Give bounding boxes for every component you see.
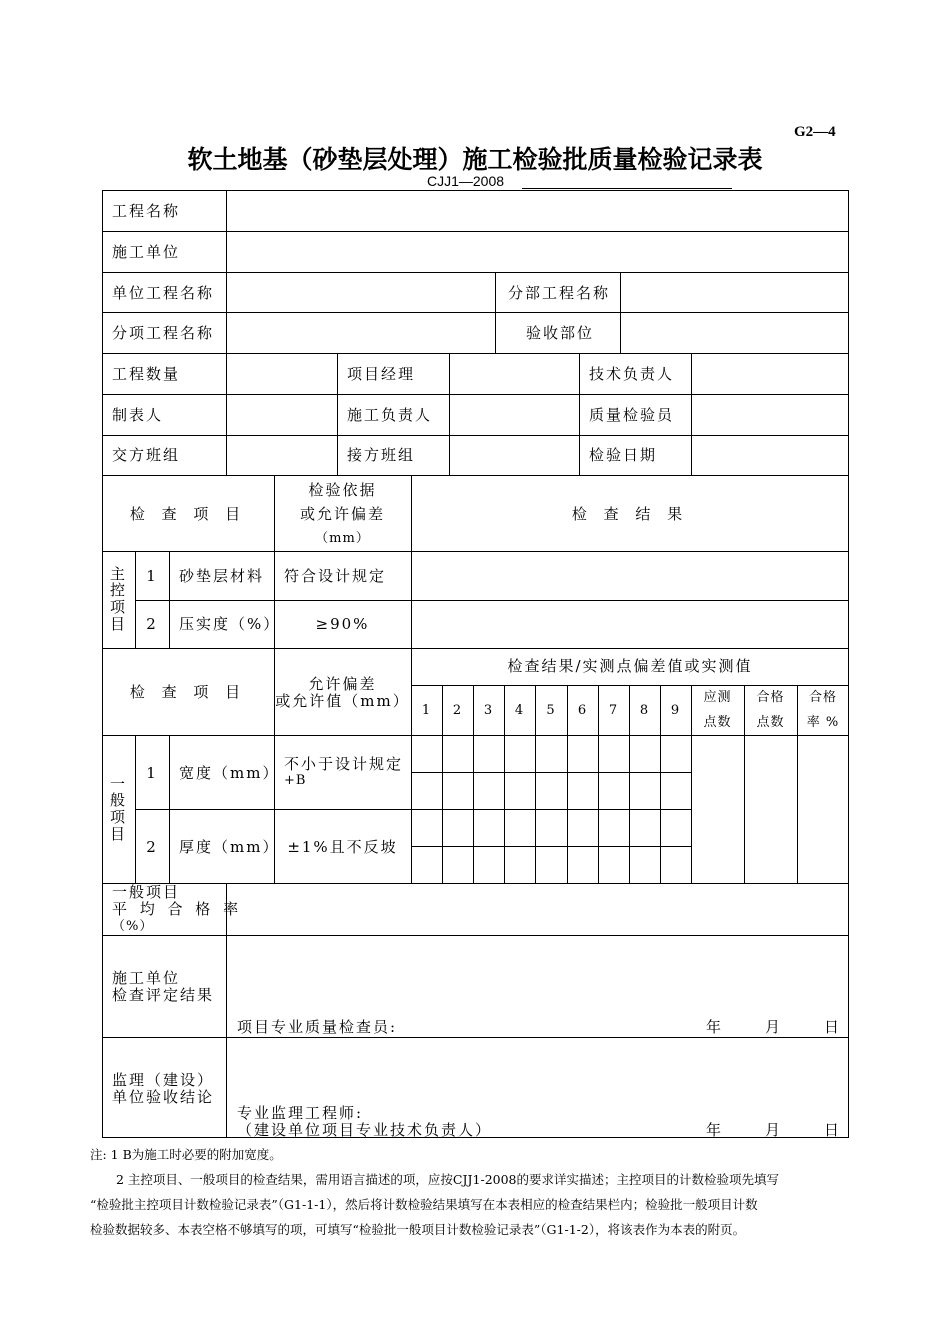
row-divider — [102, 475, 849, 476]
supervision-date-month: 月 — [765, 1121, 783, 1139]
construction-eval-label-1: 施工单位 — [112, 969, 181, 987]
inspection-date-label: 检验日期 — [589, 446, 658, 464]
main-group-label-3: 项 — [109, 598, 127, 616]
supervision-eval-label-2: 单位验收结论 — [112, 1088, 215, 1106]
row-divider — [102, 1037, 849, 1038]
note-line: 检验数据较多、本表空格不够填写的项，可填写“检验批一般项目计数检验记录表”（G1-1-2），将该表作为本表的附页。 — [90, 1222, 746, 1237]
general-row-allowed: ±1%且不反坡 — [287, 838, 398, 856]
construction-date-day: 日 — [824, 1018, 842, 1036]
main-row-item: 砂垫层材料 — [179, 567, 265, 585]
row-divider — [102, 312, 849, 313]
row-divider — [135, 809, 691, 810]
quantity-label: 工程数量 — [112, 365, 181, 383]
col-divider — [495, 272, 496, 353]
col-divider — [411, 475, 412, 648]
row-divider — [411, 772, 691, 773]
general-group-label-1: 一 — [109, 775, 127, 793]
row-divider — [102, 231, 849, 232]
general-group-label-3: 项 — [109, 808, 127, 826]
technical-lead-label: 技术负责人 — [589, 365, 675, 383]
supervision-date-year: 年 — [706, 1121, 724, 1139]
note-line: 2 主控项目、一般项目的检查结果，需用语言描述的项，应按CJJ1-2008的要求详实描述；主控项目的计数检验项先填写 — [116, 1172, 780, 1187]
avg-rate-label-1: 一般项目 — [112, 883, 181, 901]
row-divider — [135, 600, 849, 601]
construction-eval-label-2: 检查评定结果 — [112, 986, 215, 1004]
supervision-sign-label-2: （建设单位项目专业技术负责人） — [237, 1121, 493, 1139]
avg-rate-label-2: 平 均 合 格 率 — [112, 900, 243, 918]
general-allowed-header-2: 或允许值（mm） — [275, 692, 410, 710]
supervision-eval-label-1: 监理（建设） — [112, 1071, 215, 1089]
receiving-team-label: 接方班组 — [347, 446, 416, 464]
main-row-item: 压实度（%） — [179, 615, 281, 633]
standard-code: CJJ1—2008 — [427, 173, 505, 189]
col-divider — [449, 353, 450, 475]
row-divider — [102, 394, 849, 395]
row-divider — [411, 846, 691, 847]
form-title: 软土地基（砂垫层处理）施工检验批质量检验记录表 — [187, 145, 763, 174]
construction-unit-label: 施工单位 — [112, 243, 181, 261]
row-divider — [102, 353, 849, 354]
point-header: 6 — [577, 703, 588, 718]
general-check-item-header: 检 查 项 目 — [129, 683, 247, 701]
main-row-no: 1 — [146, 567, 158, 585]
point-header: 7 — [608, 703, 619, 718]
main-basis-header-3: （mm） — [315, 531, 370, 546]
point-header: 2 — [452, 703, 463, 718]
row-divider — [102, 735, 849, 736]
quality-inspector-label: 质量检验员 — [589, 406, 675, 424]
row-divider — [102, 883, 849, 884]
point-header: 5 — [546, 703, 556, 718]
note-line: 注: 1 B为施工时必要的附加宽度。 — [90, 1147, 282, 1162]
qualified-rate-header-2: 率 % — [806, 715, 840, 730]
construction-date-month: 月 — [765, 1018, 783, 1036]
col-divider — [135, 735, 136, 883]
construction-sign-label: 项目专业质量检查员: — [237, 1018, 398, 1036]
general-group-label-4: 目 — [109, 825, 127, 843]
form-code: G2—4 — [794, 124, 836, 140]
avg-rate-label-3: （%） — [112, 919, 154, 934]
general-row-no: 1 — [146, 764, 158, 782]
col-divider — [226, 190, 227, 475]
col-divider — [226, 883, 227, 1138]
note-line: “检验批主控项目计数检验记录表”（G1-1-1），然后将计数检验结果填写在本表相应的检查结果栏内；检验批一般项目计数 — [90, 1197, 758, 1212]
general-row-item: 宽度（mm） — [179, 764, 280, 782]
row-divider — [102, 551, 849, 552]
qualified-rate-header-1: 合格 — [808, 690, 837, 705]
col-divider — [691, 353, 692, 475]
col-divider — [135, 551, 136, 648]
qualified-points-header-1: 合格 — [756, 690, 785, 705]
construction-lead-label: 施工负责人 — [347, 406, 433, 424]
general-row-no: 2 — [146, 838, 158, 856]
main-basis-header-1: 检验依据 — [308, 481, 377, 499]
handover-team-label: 交方班组 — [112, 446, 181, 464]
row-divider — [102, 272, 849, 273]
should-points-header-1: 应测 — [703, 690, 732, 705]
main-check-item-header: 检 查 项 目 — [129, 505, 247, 523]
row-divider — [102, 648, 849, 649]
general-group-label-2: 般 — [109, 791, 127, 809]
main-group-label-4: 目 — [109, 615, 127, 633]
col-divider — [620, 272, 621, 353]
main-basis-header-2: 或允许偏差 — [299, 505, 385, 523]
should-points-header-2: 点数 — [703, 715, 732, 730]
construction-date-year: 年 — [706, 1018, 724, 1036]
acceptance-part-label: 验收部位 — [526, 324, 595, 342]
main-result-header: 检 查 结 果 — [571, 505, 689, 523]
supervision-date-day: 日 — [824, 1121, 842, 1139]
point-header: 9 — [670, 703, 681, 718]
col-divider — [169, 551, 170, 648]
general-allowed-header-1: 允许偏差 — [308, 675, 377, 693]
standard-underline — [522, 188, 732, 189]
point-header: 1 — [421, 703, 432, 718]
footnotes — [90, 1142, 870, 1242]
main-row-no: 2 — [146, 615, 158, 633]
point-header: 3 — [483, 703, 494, 718]
col-divider — [579, 353, 580, 475]
col-divider — [337, 353, 338, 475]
general-row-allowed: 不小于设计规定 — [284, 755, 404, 773]
row-divider — [411, 685, 849, 686]
main-row-basis: 符合设计规定 — [284, 567, 387, 585]
preparer-label: 制表人 — [112, 406, 164, 424]
point-header: 8 — [639, 703, 650, 718]
main-group-label-2: 控 — [109, 581, 127, 599]
general-row-allowed: +B — [284, 773, 307, 788]
main-row-basis: ≥90% — [315, 615, 370, 633]
col-divider — [411, 648, 412, 883]
project-name-label: 工程名称 — [112, 202, 181, 220]
unit-project-name-label: 单位工程名称 — [112, 284, 215, 302]
supervision-sign-label-1: 专业监理工程师: — [237, 1104, 364, 1122]
general-result-header: 检查结果/实测点偏差值或实测值 — [507, 657, 753, 675]
division-project-name-label: 分部工程名称 — [508, 284, 611, 302]
col-divider — [169, 735, 170, 883]
row-divider — [102, 935, 849, 936]
row-divider — [102, 435, 849, 436]
sub-item-project-name-label: 分项工程名称 — [112, 324, 215, 342]
general-row-item: 厚度（mm） — [179, 838, 280, 856]
qualified-points-header-2: 点数 — [756, 715, 785, 730]
main-group-label-1: 主 — [109, 565, 127, 583]
project-manager-label: 项目经理 — [347, 365, 416, 383]
point-header: 4 — [514, 703, 525, 718]
